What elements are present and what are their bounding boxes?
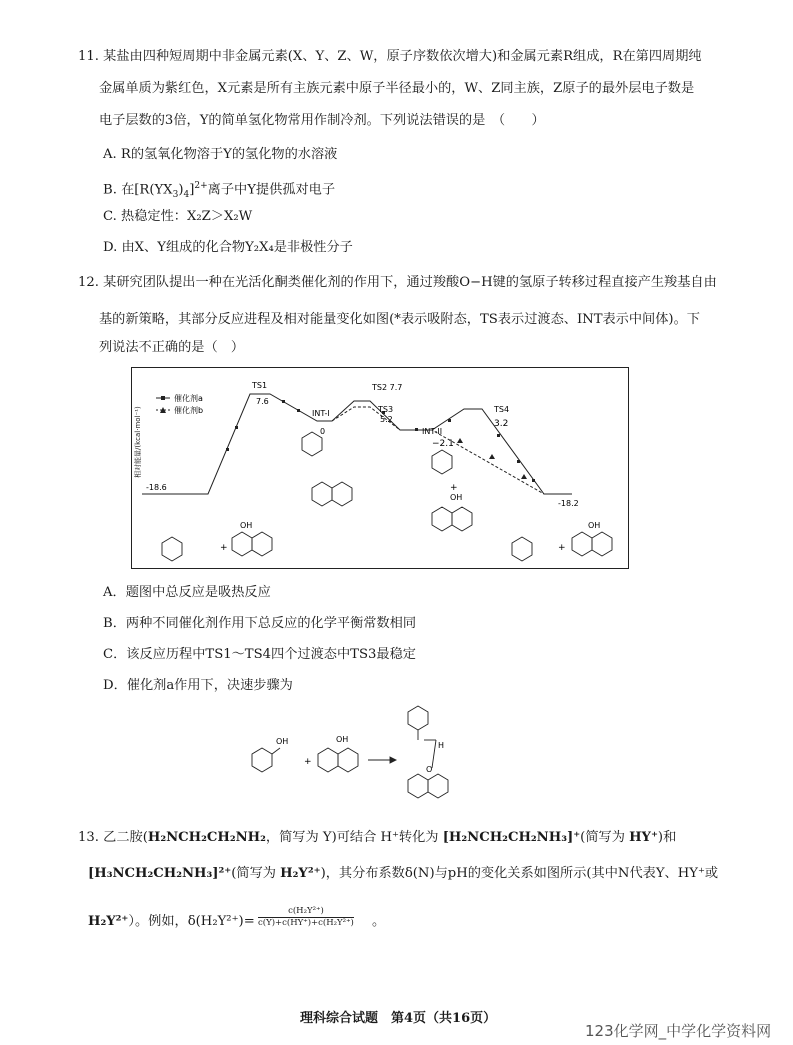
scheme-h: H xyxy=(438,741,445,750)
page-footer: 理科综合试题 第4页（共16页） xyxy=(300,1011,497,1026)
q13-l3-b: ）。例如，δ(H₂Y²⁺)= xyxy=(128,914,255,929)
int1-label: INT-I xyxy=(312,409,330,418)
reactant-oh-label: OH xyxy=(240,521,253,530)
int2-plus: + xyxy=(450,483,458,493)
scheme-plus: + xyxy=(304,757,312,767)
ts2-label: TS2 7.7 xyxy=(372,383,403,392)
q13-line3-end: 。 xyxy=(372,914,386,929)
q12-option-b: B．两种不同催化剂作用下总反应的化学平衡常数相同 xyxy=(103,616,417,631)
q12-option-d: D．催化剂a作用下，决速步骤为 xyxy=(103,678,293,693)
watermark: 123化学网_中学化学资料网 xyxy=(585,1022,772,1040)
q11-stem-line3: 电子层数的3倍，Y的简单氢化物常用作制冷剂。下列说法错误的是 （ ） xyxy=(99,113,545,128)
q13-l1-a: 13. 乙二胺( xyxy=(78,830,148,845)
product-plus: + xyxy=(558,543,566,553)
q13-l2-a: [H₃NCH₂CH₂NH₃]²⁺ xyxy=(88,866,232,881)
q13-l2-b: (简写为 xyxy=(231,866,281,881)
q12-stem-line3: 列说法不正确的是（ ） xyxy=(99,340,245,355)
q12-option-c: C．该反应历程中TS1～TS4四个过渡态中TS3最稳定 xyxy=(103,647,416,662)
ts1-value: 7.6 xyxy=(256,397,269,406)
scheme-o: O xyxy=(426,765,433,774)
legend-a-label: 催化剂a xyxy=(174,394,203,403)
q12-stem-line2: 基的新策略，其部分反应进程及相对能量变化如图(*表示吸附态，TS表示过渡态、INT表示中间体)。下 xyxy=(99,312,700,327)
q13-l3-a: H₂Y²⁺ xyxy=(88,914,129,929)
q13-l2-d: )，其分布系数δ(N)与pH的变化关系如图所示(其中N代表Y、HY⁺或 xyxy=(320,866,719,881)
q13-stem-line1 xyxy=(78,829,676,847)
q13-stem-line3 xyxy=(88,913,255,931)
energy-diagram-svg xyxy=(132,368,628,568)
q13-l1-b: H₂NCH₂CH₂NH₂ xyxy=(147,830,266,845)
q13-l1-g: )和 xyxy=(657,830,677,845)
int2-label: INT-II xyxy=(422,427,443,436)
start-energy: -18.6 xyxy=(146,483,167,492)
q11-option-b-post: 离子中Y提供孤对电子 xyxy=(207,182,336,198)
q13-fraction-denominator: c(Y)+c(HY⁺)+c(H₂Y²⁺) xyxy=(258,918,354,928)
ts4-label: TS4 xyxy=(494,405,510,414)
int1-value: 0 xyxy=(320,427,326,436)
int2-oh-label: OH xyxy=(450,493,463,502)
scheme-oh2: OH xyxy=(336,735,349,744)
ts1-label: TS1 xyxy=(252,381,268,390)
option-d-scheme xyxy=(240,704,480,812)
ts3-label: TS3 xyxy=(378,405,394,414)
legend-b-label: 催化剂b xyxy=(174,406,204,415)
ts3-value: 5.2 xyxy=(380,415,393,424)
product-oh-label: OH xyxy=(588,521,601,530)
ts4-value: 3.2 xyxy=(494,419,509,429)
energy-diagram xyxy=(131,367,629,569)
int2-value: −2.1 xyxy=(432,439,454,449)
q12-option-a: A．题图中总反应是吸热反应 xyxy=(103,585,271,600)
y-axis-label: 相对能量/(kcal·mol⁻¹) xyxy=(134,406,142,478)
q13-l1-d: [H₂NCH₂CH₂NH₃]⁺ xyxy=(442,830,581,845)
q12-stem-line1: 12. 某研究团队提出一种在光活化酮类催化剂的作用下，通过羧酸O−H键的氢原子转移过程直接产生羧基自由 xyxy=(78,275,717,290)
q13-l1-e: (简写为 xyxy=(580,830,630,845)
legend-a-marker xyxy=(161,396,165,400)
q13-stem-line2 xyxy=(88,865,718,883)
q13-l2-c: H₂Y²⁺ xyxy=(280,866,321,881)
q11-option-c: C. 热稳定性：X₂Z＞X₂W xyxy=(103,209,253,224)
q11-stem-line2: 金属单质为紫红色，X元素是所有主族元素中原子半径最小的，W、Z同主族，Z原子的最外层电子数是 xyxy=(99,81,695,96)
q11-stem-line1: 11. 某盐由四种短周期中非金属元素(X、Y、Z、W，原子序数依次增大)和金属元素R组成，R在第四周期纯 xyxy=(78,49,702,64)
end-energy: -18.2 xyxy=(558,499,579,508)
q11-option-d: D. 由X、Y组成的化合物Y₂X₄是非极性分子 xyxy=(103,240,353,255)
q13-fraction xyxy=(258,906,354,929)
q13-l1-f: HY⁺ xyxy=(629,830,658,845)
q11-option-b-pre: B. 在[R(YX xyxy=(103,182,173,198)
molecule-sketches xyxy=(162,432,612,561)
q11-option-b: B. 在$[R(YX_3)_4]^{2+}$离子中Y提供孤对电子 xyxy=(103,181,336,201)
reactant-plus: + xyxy=(220,543,228,553)
q13-l1-c: ，简写为 Y)可结合 H⁺转化为 xyxy=(265,830,443,845)
q11-option-a: A. R的氢氧化物溶于Y的氢化物的水溶液 xyxy=(103,147,338,162)
q13-fraction-numerator: c(H₂Y²⁺) xyxy=(288,906,324,916)
scheme-oh1: OH xyxy=(276,737,289,746)
